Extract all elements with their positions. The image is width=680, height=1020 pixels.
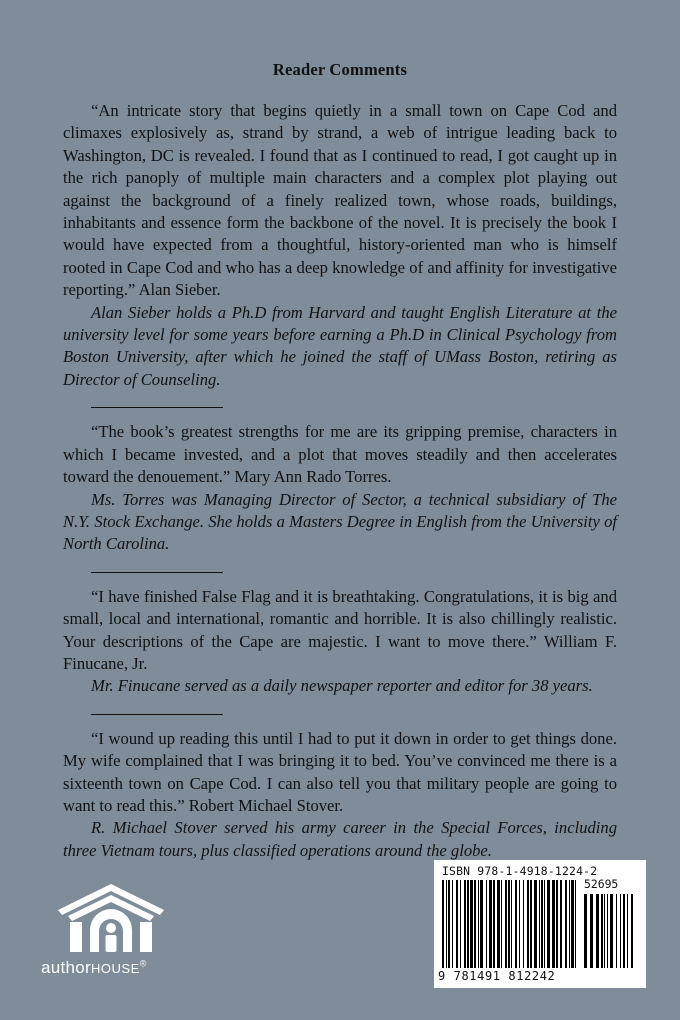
comment-bio: Alan Sieber holds a Ph.D from Harvard and taught English Literature at the university level for some years before earning a Ph.D in Clinical Psychology from Boston University, after which he joined the staff of UMass Boston, retiring as Director of Counseling.	[63, 302, 617, 389]
barcode-bar	[497, 880, 500, 968]
barcode-bar	[571, 880, 574, 968]
barcode-bar	[616, 894, 617, 968]
barcode-bar	[547, 880, 550, 968]
barcode-bar	[448, 880, 450, 968]
barcode-bar	[486, 880, 487, 968]
barcode-bar	[527, 880, 529, 968]
barcode-bar	[569, 880, 570, 968]
barcode-bar	[460, 880, 461, 968]
barcode-bar	[456, 880, 458, 968]
barcode-bar	[480, 880, 483, 968]
authorhouse-house-icon	[56, 884, 166, 954]
barcode-bar	[623, 894, 625, 968]
barcode-number: 9 781491 812242	[438, 969, 556, 983]
comment-bio: R. Michael Stover served his army career in the Special Forces, including three Vietnam tours, plus classified operations around the globe.	[63, 818, 617, 860]
barcode-bar	[610, 894, 613, 968]
barcode-bar	[505, 880, 507, 968]
barcode-bar	[511, 880, 512, 968]
barcode-bar	[565, 880, 567, 968]
barcode-bar	[515, 880, 517, 968]
barcode-bar	[575, 880, 576, 968]
price-code: 52695	[584, 877, 619, 891]
comment-quote: “I wound up reading this until I had to put it down in order to get things done. My wife complained that I was bringing it to bed. You’ve convinced me there is a sixteenth town on Cape Cod. I can also tell you that military people are going to want to read this.” Robert Michael Stover.	[63, 728, 617, 815]
barcode-bar	[452, 880, 453, 968]
comment-quote: “An intricate story that begins quietly in a small town on Cape Cod and climaxes explosively as, strand by strand, a web of intrigue leading back to Washington, DC is revealed. I found that as I continued to read, I got caught up in the rich panoply of multiple main characters and a complex plot playing out against the background of a finely realized town, whose roads, buildings, inhabitants and essence form the backbone of the novel. It is precisely the book I would have expected from a thoughtful, history-oriented man who is himself rooted in Cape Cod and who has a deep knowledge of and affinity for investigative reporting.” Alan Sieber.	[63, 101, 617, 300]
barcode-bar	[631, 894, 633, 968]
barcode-bar	[493, 880, 495, 968]
comment-quote: “The book’s greatest strengths for me are its gripping premise, characters in which I became invested, and a plot that moves steadily and then accelerates toward the denouement.” Mary Ann Rado Torres.	[63, 422, 617, 487]
comment-quote: “I have finished False Flag and it is breathtaking. Congratulations, it is big and small, local and international, romantic and horrible. It is also chillingly realistic. Your descriptions of the Cape are majestic. I want to move there.” William F. Finucane, Jr.	[63, 586, 617, 673]
comment-bio: Mr. Finucane served as a daily newspaper reporter and editor for 38 years.	[91, 676, 593, 696]
barcode-bar	[620, 894, 621, 968]
page-title: Reader Comments	[272, 60, 408, 79]
divider	[91, 407, 223, 408]
barcode-bar	[627, 894, 628, 968]
barcode-bar	[523, 880, 524, 968]
comment-bio: Ms. Torres was Managing Director of Sector, a technical subsidiary of The N.Y. Stock Exchange. She holds a Masters Degree in English from the University of North Carolina.	[63, 489, 617, 554]
divider	[91, 714, 223, 715]
barcode-bar	[470, 880, 473, 968]
barcode-bar	[489, 880, 492, 968]
barcode-bar	[442, 880, 444, 968]
barcode-bar	[544, 880, 545, 968]
brand-part2: HOUSE	[91, 961, 140, 976]
barcode-bar	[607, 894, 608, 968]
barcode-bar	[478, 880, 479, 968]
barcode-bar	[474, 880, 476, 968]
publisher-brand	[41, 958, 147, 978]
isbn-barcode	[434, 860, 646, 988]
barcode-bar	[519, 880, 520, 968]
barcode-bar	[534, 880, 537, 968]
barcode-bar	[446, 880, 447, 968]
barcode-bar	[560, 880, 562, 968]
barcode-bar	[539, 880, 540, 968]
barcode-bar	[584, 894, 587, 968]
barcode-bar	[601, 894, 603, 968]
trademark-symbol: ®	[139, 958, 147, 969]
divider	[91, 572, 223, 573]
brand-part1: author	[41, 958, 92, 977]
barcode-bar	[552, 880, 555, 968]
barcode-bar	[556, 880, 558, 968]
barcode-bar	[530, 880, 532, 968]
barcode-bar	[467, 880, 469, 968]
barcode-bar	[604, 894, 605, 968]
barcode-bar	[590, 894, 593, 968]
barcode-bar	[508, 880, 510, 968]
barcode-bar	[464, 880, 466, 968]
barcode-bar	[541, 880, 543, 968]
isbn-label: ISBN 978-1-4918-1224-2	[442, 864, 598, 878]
barcode-bar	[596, 894, 599, 968]
barcode-bars	[442, 880, 638, 970]
barcode-bar	[501, 880, 502, 968]
comments-section	[63, 100, 617, 862]
